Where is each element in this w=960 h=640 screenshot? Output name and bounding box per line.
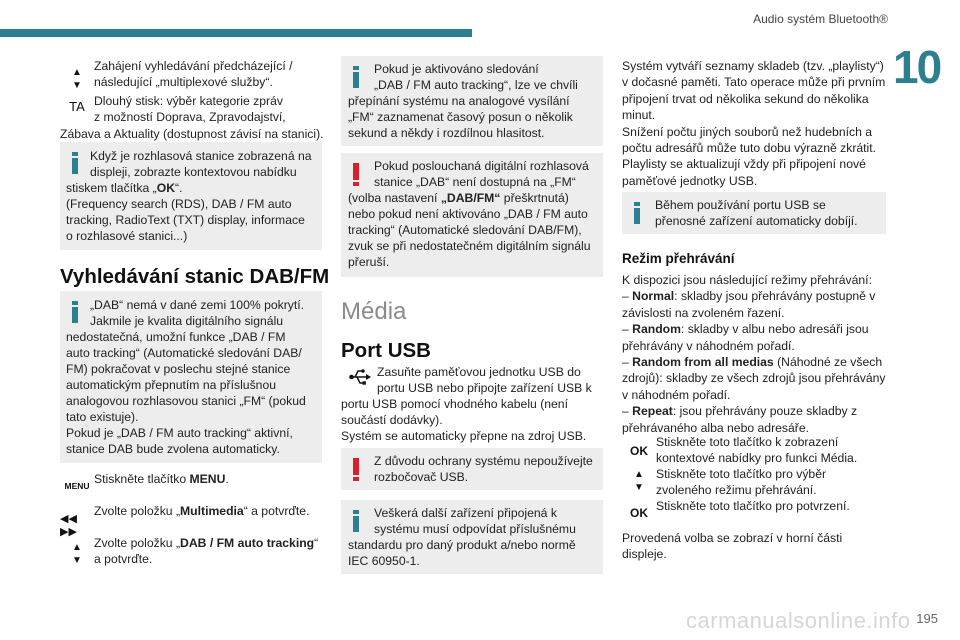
- chapter-number: 10: [893, 41, 941, 93]
- info-box: [341, 56, 603, 146]
- play-modes-list: [622, 272, 897, 436]
- ta-icon: TA: [69, 99, 85, 114]
- list-item: zdrojů): skladby ze všech zdrojů jsou přehrávány: [622, 371, 886, 386]
- info-text: stanice DAB bude zvolena automaticky.: [66, 442, 280, 456]
- paragraph-text: připojení trvat od několika sekund do několika: [622, 91, 869, 106]
- ok-button-icon: OK: [630, 444, 648, 458]
- up-down-arrows-icon: ▲ ▼: [72, 67, 82, 91]
- section-heading: Média: [341, 298, 407, 325]
- paragraph-text: K dispozici jsou následující režimy přehrávání:: [622, 273, 872, 287]
- info-text: Když je rozhlasová stanice zobrazená na: [90, 149, 312, 163]
- warning-text: rozbočovač USB.: [374, 470, 469, 484]
- warning-text: Pokud poslouchaná digitální rozhlasová: [374, 159, 589, 173]
- info-text: Během používání portu USB se: [655, 198, 826, 212]
- item-text: zvoleného režimu přehrávání.: [656, 483, 817, 498]
- usb-text: součástí dodávky).: [341, 413, 443, 427]
- section-heading: Port USB: [341, 339, 431, 362]
- warning-box: [341, 153, 603, 277]
- info-text: tato existuje).: [66, 410, 139, 424]
- info-text: displeji, zobrazte kontextovou nabídku: [90, 165, 297, 179]
- info-box: [622, 192, 886, 234]
- paragraph-text: počtu adresářů může tuto dobu výrazně zkrátit.: [622, 141, 877, 156]
- list-item: – Repeat: jsou přehrávány pouze skladby z: [622, 404, 858, 419]
- list-item: [60, 93, 330, 126]
- list-item: [622, 434, 897, 467]
- list-item: – Random from all medias (Náhodné ze všech: [622, 355, 883, 370]
- item-text: Dlouhý stisk: výběr kategorie zpráv: [94, 94, 283, 108]
- list-item: přehrávány v náhodném pořadí.: [622, 338, 795, 353]
- info-text: Pokud je „DAB / FM auto tracking“ aktivní,: [66, 426, 293, 440]
- info-text: nedostatečná, umožní funkce „DAB / FM: [66, 330, 286, 344]
- header-accent-bar: [0, 29, 472, 37]
- list-item: [622, 498, 897, 520]
- warning-text: přeruší.: [348, 255, 390, 269]
- paragraph-text: displeje.: [622, 547, 667, 561]
- info-text: IEC 60950-1.: [348, 554, 420, 568]
- menu-button-icon: MENU: [64, 481, 90, 491]
- info-box: [60, 142, 322, 250]
- info-text: přenosné zařízení automaticky dobíjí.: [655, 214, 858, 228]
- item-text: Stiskněte toto tlačítko k zobrazení: [656, 435, 839, 449]
- warning-box: [341, 448, 603, 490]
- item-text: Stiskněte toto tlačítko pro výběr: [656, 467, 827, 481]
- paragraph-text: Playlisty se aktualizují vždy při připojení nové: [622, 157, 866, 172]
- info-text: stiskem tlačítka „OK“.: [66, 181, 183, 195]
- paragraph-text: v dočasné paměti. Tato operace může při prvním: [622, 75, 886, 90]
- info-text: Jakmile je kvalita digitálního signálu: [90, 314, 284, 328]
- list-item: [60, 471, 330, 491]
- warning-text: Z důvodu ochrany systému nepoužívejte: [374, 454, 593, 468]
- warning-text: (volba nastavení „DAB/FM“ přeškrtnutá): [348, 191, 569, 205]
- paragraph-text: minut.: [622, 108, 656, 123]
- list-item: – Normal: skladby jsou přehrávány postupně v: [622, 289, 876, 304]
- item-text: a potvrďte.: [94, 552, 153, 567]
- paragraph-text: paměťové jednotky USB.: [622, 173, 758, 188]
- usb-icon: [349, 368, 371, 386]
- info-text: automatickým přepnutím na příslušnou: [66, 378, 276, 392]
- info-text: Pokud je aktivováno sledování: [374, 62, 539, 76]
- usb-text: Zasuňte paměťovou jednotku USB do: [377, 365, 581, 379]
- up-down-arrows-icon: ▲ ▼: [72, 542, 82, 566]
- info-text: „DAB / FM auto tracking“, lze ve chvíli: [374, 78, 578, 92]
- info-text: standardu pro daný produkt a/nebo normě: [348, 538, 576, 552]
- info-text: auto tracking“ (Automatické sledování DAB/: [66, 346, 302, 360]
- warning-text: nebo pokud není aktivováno „DAB / FM auto: [348, 207, 588, 221]
- info-text: Veškerá další zařízení připojená k: [374, 506, 557, 520]
- section-heading: Režim přehrávání: [622, 251, 735, 266]
- item-text: Stiskněte tlačítko MENU.: [94, 472, 229, 486]
- list-item: v náhodném pořadí.: [622, 387, 731, 402]
- info-text: „FM“ zaznamenat časový posun o několik: [348, 110, 573, 124]
- warning-text: stanice „DAB“ není dostupná na „FM“: [374, 175, 576, 189]
- info-text: FM) pokračovat v poslechu stejné stanice: [66, 362, 291, 376]
- item-text: z možností Doprava, Zpravodajství,: [94, 110, 286, 125]
- ok-button-icon: OK: [630, 506, 648, 520]
- list-item: [60, 58, 330, 92]
- item-text: Zahájení vyhledávání předcházející / následující „multiplexové služby“.: [94, 59, 293, 90]
- list-item: [60, 503, 330, 539]
- item-text: Zábava a Aktuality (dostupnost závisí na stanici).: [60, 127, 324, 141]
- left-right-arrows-icon: ◀◀ ▶▶: [60, 513, 77, 538]
- item-text: Zvolte položku „DAB / FM auto tracking“: [94, 536, 319, 550]
- info-text: (Frequency search (RDS), DAB / FM auto: [66, 197, 292, 211]
- usb-text: Systém se automaticky přepne na zdroj USB.: [341, 429, 587, 443]
- item-text: Zvolte položku „Multimedia“ a potvrďte.: [94, 504, 310, 518]
- info-text: systému musí odpovídat příslušnému: [374, 522, 576, 536]
- section-heading: Vyhledávání stanic DAB/FM: [60, 265, 330, 288]
- list-item: závislosti na zvoleném řazení.: [622, 305, 785, 320]
- info-text: o rozhlasové stanici...): [66, 229, 188, 243]
- info-text: sekund a někdy i rozdílnou hlasitost.: [348, 126, 545, 140]
- paragraph-text: Systém vytváří seznamy skladeb (tzv. „playlisty“): [622, 59, 884, 73]
- info-text: „DAB“ nemá v dané zemi 100% pokrytí.: [90, 298, 305, 312]
- info-text: tracking, RadioText (TXT) display, informace: [66, 213, 305, 227]
- paragraph-text: Provedená volba se zobrazí v horní části: [622, 531, 843, 545]
- list-item: – Random: skladby v albu nebo adresáři jsou: [622, 322, 869, 337]
- usb-text: portu USB nebo připojte zařízení USB k: [377, 381, 592, 395]
- usb-text: portu USB pomocí vhodného kabelu (není: [341, 397, 568, 411]
- list-item: přehrávaného alba nebo adresáře.: [622, 420, 810, 435]
- watermark-text: carmanualsonline.info: [686, 608, 911, 633]
- paragraph-text: Snížení počtu jiných souborů než hudebních a: [622, 124, 873, 139]
- running-title: Audio systém Bluetooth®: [753, 12, 888, 26]
- item-text: Stiskněte toto tlačítko pro potvrzení.: [656, 499, 850, 513]
- usb-playlist-paragraph: [622, 58, 892, 189]
- warning-text: tracking“ (Automatické sledování DAB/FM),: [348, 223, 582, 237]
- item-text: kontextové nabídky pro funkci Média.: [656, 451, 858, 466]
- info-text: přepínání systému na analogové vysílání: [348, 94, 570, 108]
- page-number: 195: [916, 611, 938, 626]
- list-item: [60, 535, 330, 568]
- info-box: [60, 291, 322, 463]
- list-item: [622, 466, 897, 499]
- info-text: analogovou rozhlasovou stanici „FM“ (pokud: [66, 394, 306, 408]
- info-box: [341, 500, 603, 574]
- up-down-arrows-icon: ▲ ▼: [634, 469, 644, 493]
- warning-text: zvuk se při nedostatečném digitálním signálu: [348, 239, 591, 253]
